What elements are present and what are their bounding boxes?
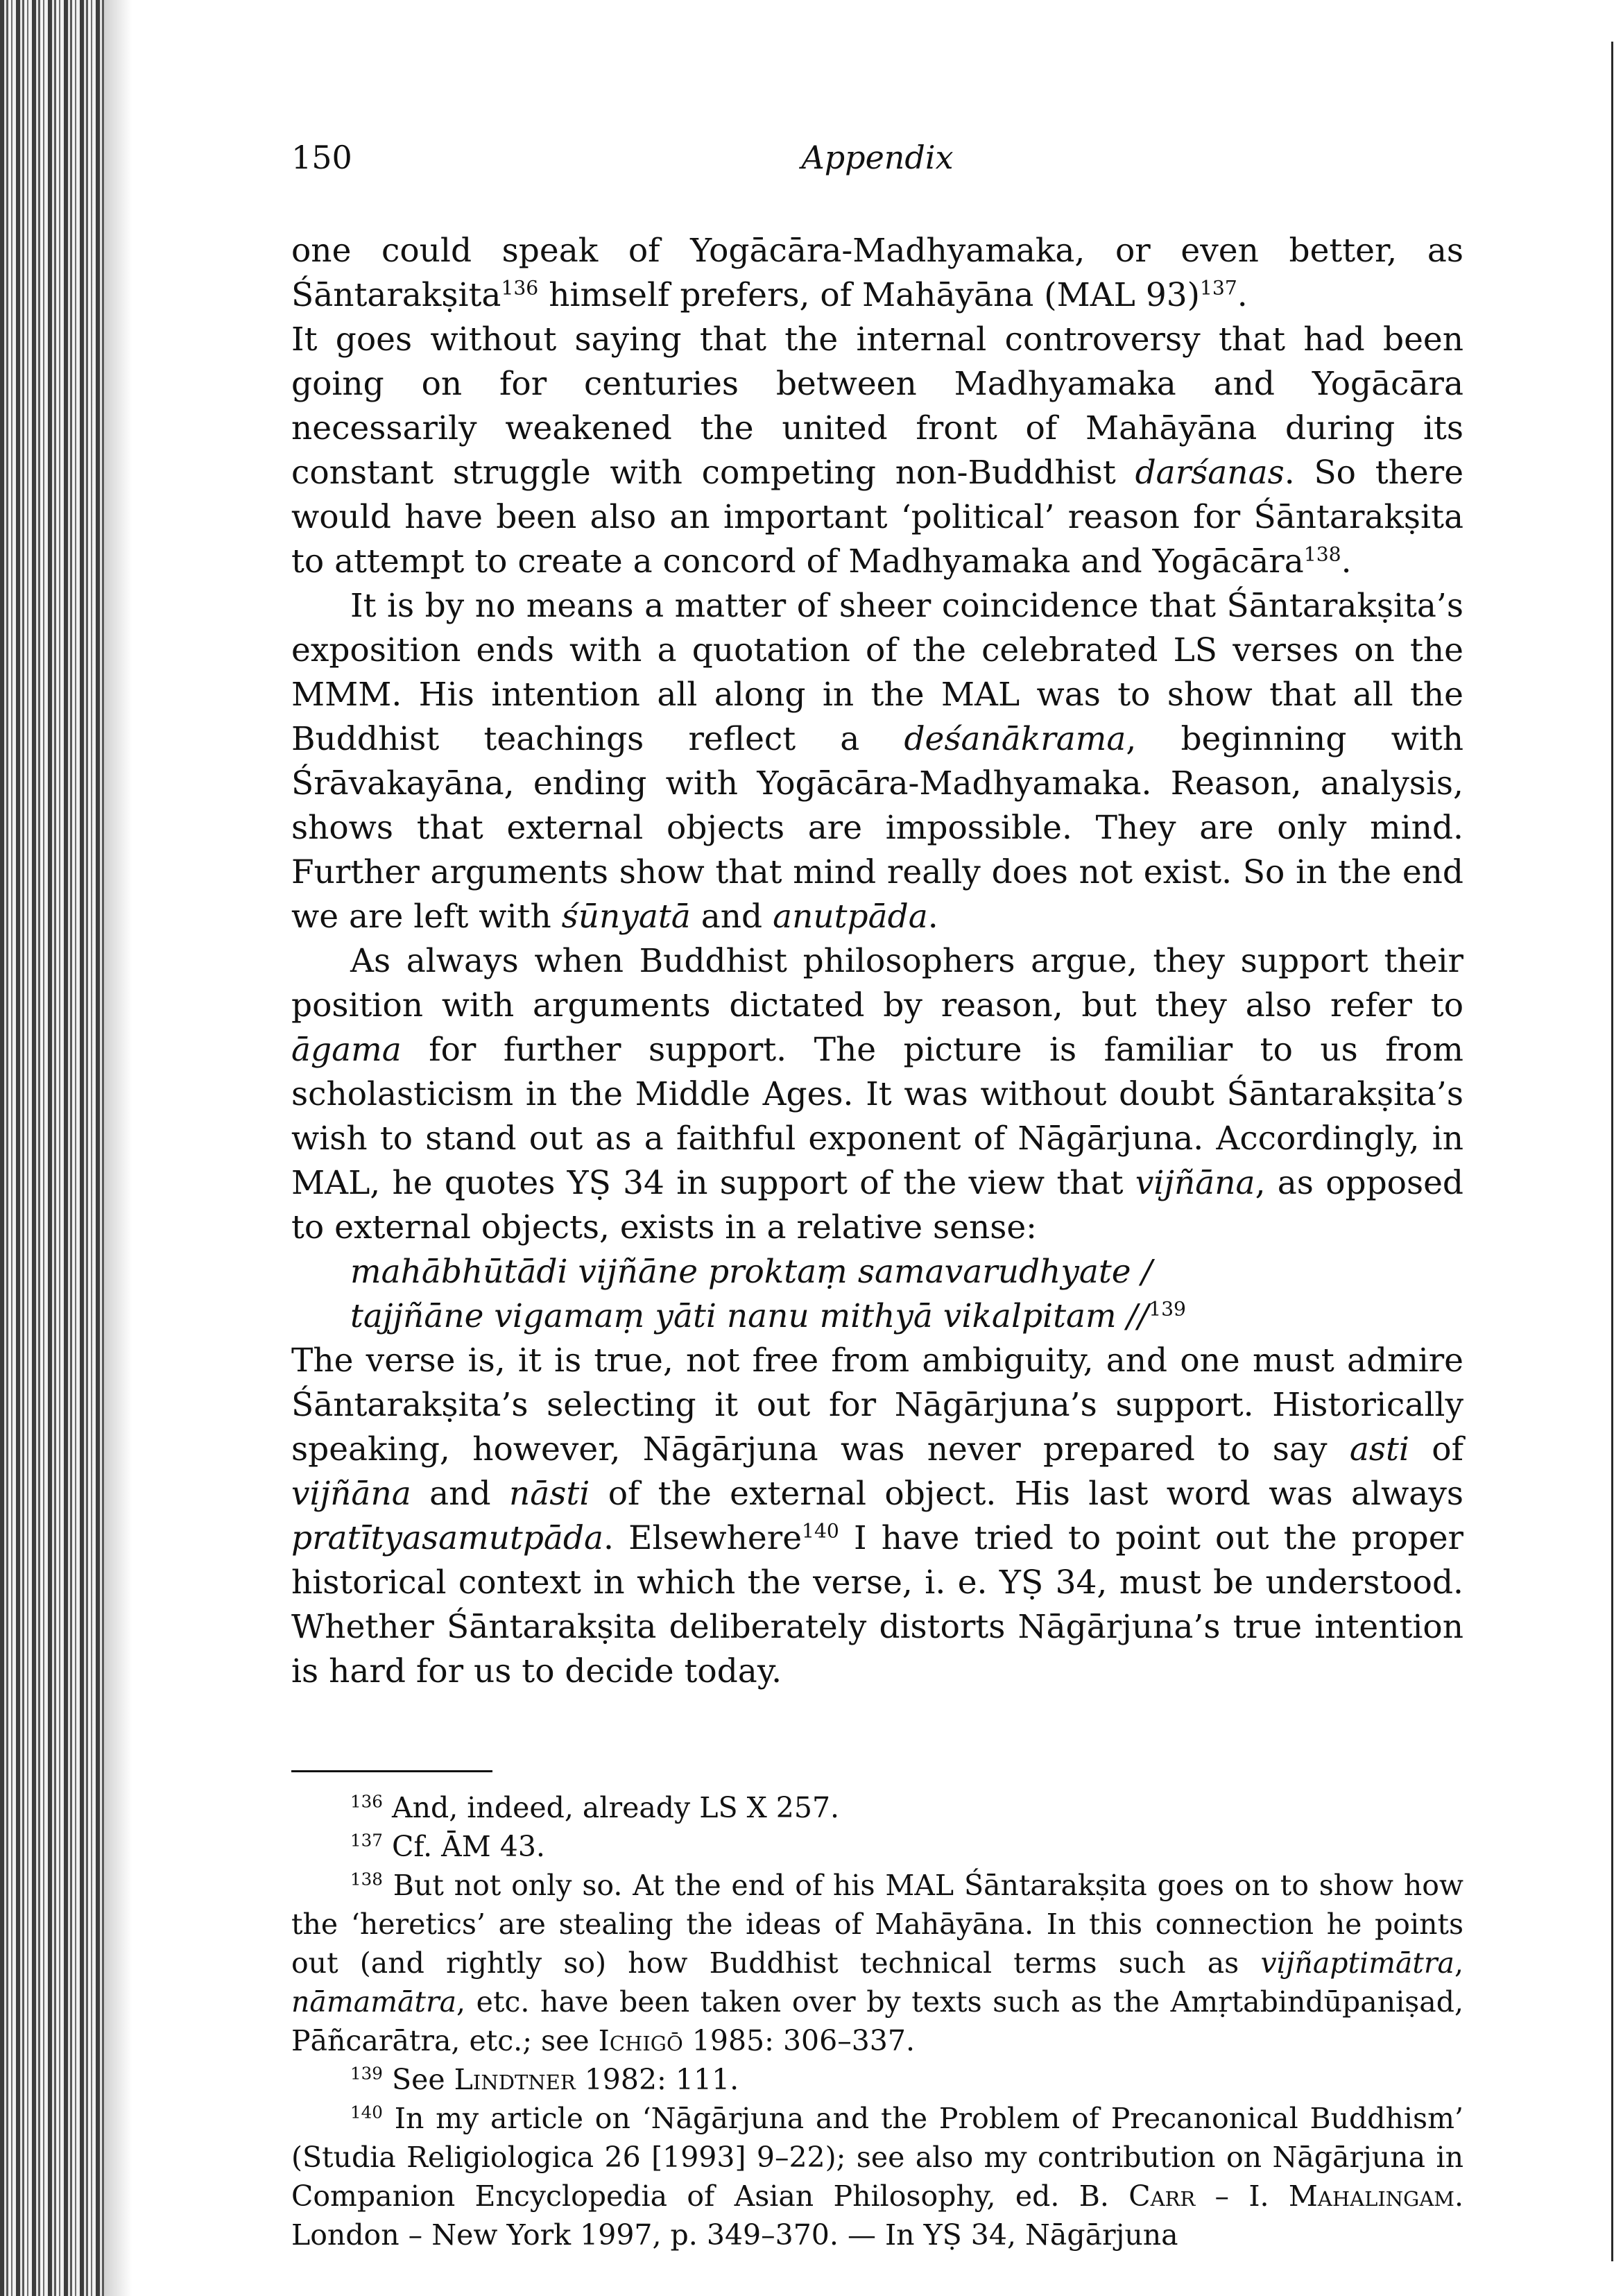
page-edge-line bbox=[1611, 42, 1613, 2261]
verse-line-2: tajjñāne vigamaṃ yāti nanu mithyā vikalpitam //$^{139}$ bbox=[350, 1297, 1186, 1335]
page-number: 150 bbox=[291, 139, 352, 176]
page-header bbox=[291, 139, 1463, 194]
paragraph-1: one could speak of Yogācāra-Madhyamaka, or even better, as Śāntarakṣita$^{136}$ himself prefers, of Mahāyāna (MAL 93)$^{137}$. bbox=[291, 232, 1463, 314]
footnote-ref[interactable]: 140 bbox=[802, 1519, 839, 1543]
footnote-140: $^{140}$ In my article on ‘Nāgārjuna and the Problem of Precanonical Buddhism’ (Studia Religiologica 26 [1993] 9–22); see also my contribution on Nāgārjuna in Companion Encyclopedia of Asian Philosophy, ed. B. Carr – I. Mahalingam. London – New York 1997, p. 349–370. — In YṢ 34, Nāgārjuna bbox=[291, 2102, 1464, 2252]
paragraph-5: The verse is, it is true, not free from ambiguity, and one must admire Śāntarakṣita’s selecting it out for Nāgārjuna’s support. Historically speaking, however, Nāgārjuna was never prepared to say asti of vijñāna and nāsti of the external object. His last word was always pratītyasamutpāda. Elsewhere$^{140}$ I have tried to point out the proper historical context in which the verse, i. e. YṢ 34, must be understood. Whether Śāntarakṣita deliberately distorts Nāgārjuna’s true intention is hard for us to decide today. bbox=[291, 1342, 1463, 1690]
main-text bbox=[291, 229, 1463, 1694]
footnote-ref[interactable]: 139 bbox=[1149, 1297, 1186, 1321]
paragraph-2: It goes without saying that the internal controversy that had been going on for centuries between Madhyamaka and Yogācāra necessarily weakened the united front of Mahāyāna during its constant struggle with competing non-Buddhist darśanas. So there would have been also an important ‘political’ reason for Śāntarakṣita to attempt to create a concord of Madhyamaka and Yogācāra$^{138}$. bbox=[291, 320, 1464, 581]
footnote-ref[interactable]: 138 bbox=[1303, 542, 1341, 566]
footnote-138: $^{138}$ But not only so. At the end of his MAL Śāntarakṣita goes on to show how the ‘heretics’ are stealing the ideas of Mahāyāna. In this connection he points out (and rightly so) how Buddhist technical terms such as vijñaptimātra, nāmamātra, etc. have been taken over by texts such as the Amṛtabindūpaniṣad, Pāñcarātra, etc.; see Ichigō 1985: 306–337. bbox=[291, 1869, 1463, 2057]
footnotes bbox=[291, 1788, 1463, 2254]
gutter-shadow bbox=[104, 0, 132, 2296]
book-binding-shadow bbox=[0, 0, 104, 2296]
footnote-divider bbox=[291, 1770, 492, 1772]
footnote-136: $^{136}$ And, indeed, already LS X 257. bbox=[350, 1791, 840, 1824]
footnote-ref[interactable]: 137 bbox=[1199, 276, 1237, 300]
footnote-137: $^{137}$ Cf. ĀM 43. bbox=[350, 1830, 545, 1863]
paragraph-4: As always when Buddhist philosophers argue, they support their position with arguments dictated by reason, but they also refer to āgama for further support. The picture is familiar to us from scholasticism in the Middle Ages. It was without doubt Śāntarakṣita’s wish to stand out as a faithful exponent of Nāgārjuna. Accordingly, in MAL, he quotes YṢ 34 in support of the view that vijñāna, as opposed to external objects, exists in a relative sense: bbox=[291, 942, 1463, 1246]
paragraph-3: It is by no means a matter of sheer coincidence that Śāntarakṣita’s exposition ends with a quotation of the celebrated LS verses on the MMM. His intention all along in the MAL was to show that all the Buddhist teachings reflect a deśanākrama, beginning with Śrāvakayāna, ending with Yogācāra-Madhyamaka. Reason, analysis, shows that external objects are impossible. They are only mind. Further arguments show that mind really does not exist. So in the end we are left with śūnyatā and anutpāda. bbox=[291, 587, 1463, 936]
verse-line-1: mahābhūtādi vijñāne proktaṃ samavarudhyate / bbox=[350, 1253, 1153, 1291]
running-head: Appendix bbox=[801, 139, 954, 176]
footnote-139: $^{139}$ See Lindtner 1982: 111. bbox=[350, 2063, 739, 2096]
footnote-ref[interactable]: 136 bbox=[501, 276, 539, 300]
